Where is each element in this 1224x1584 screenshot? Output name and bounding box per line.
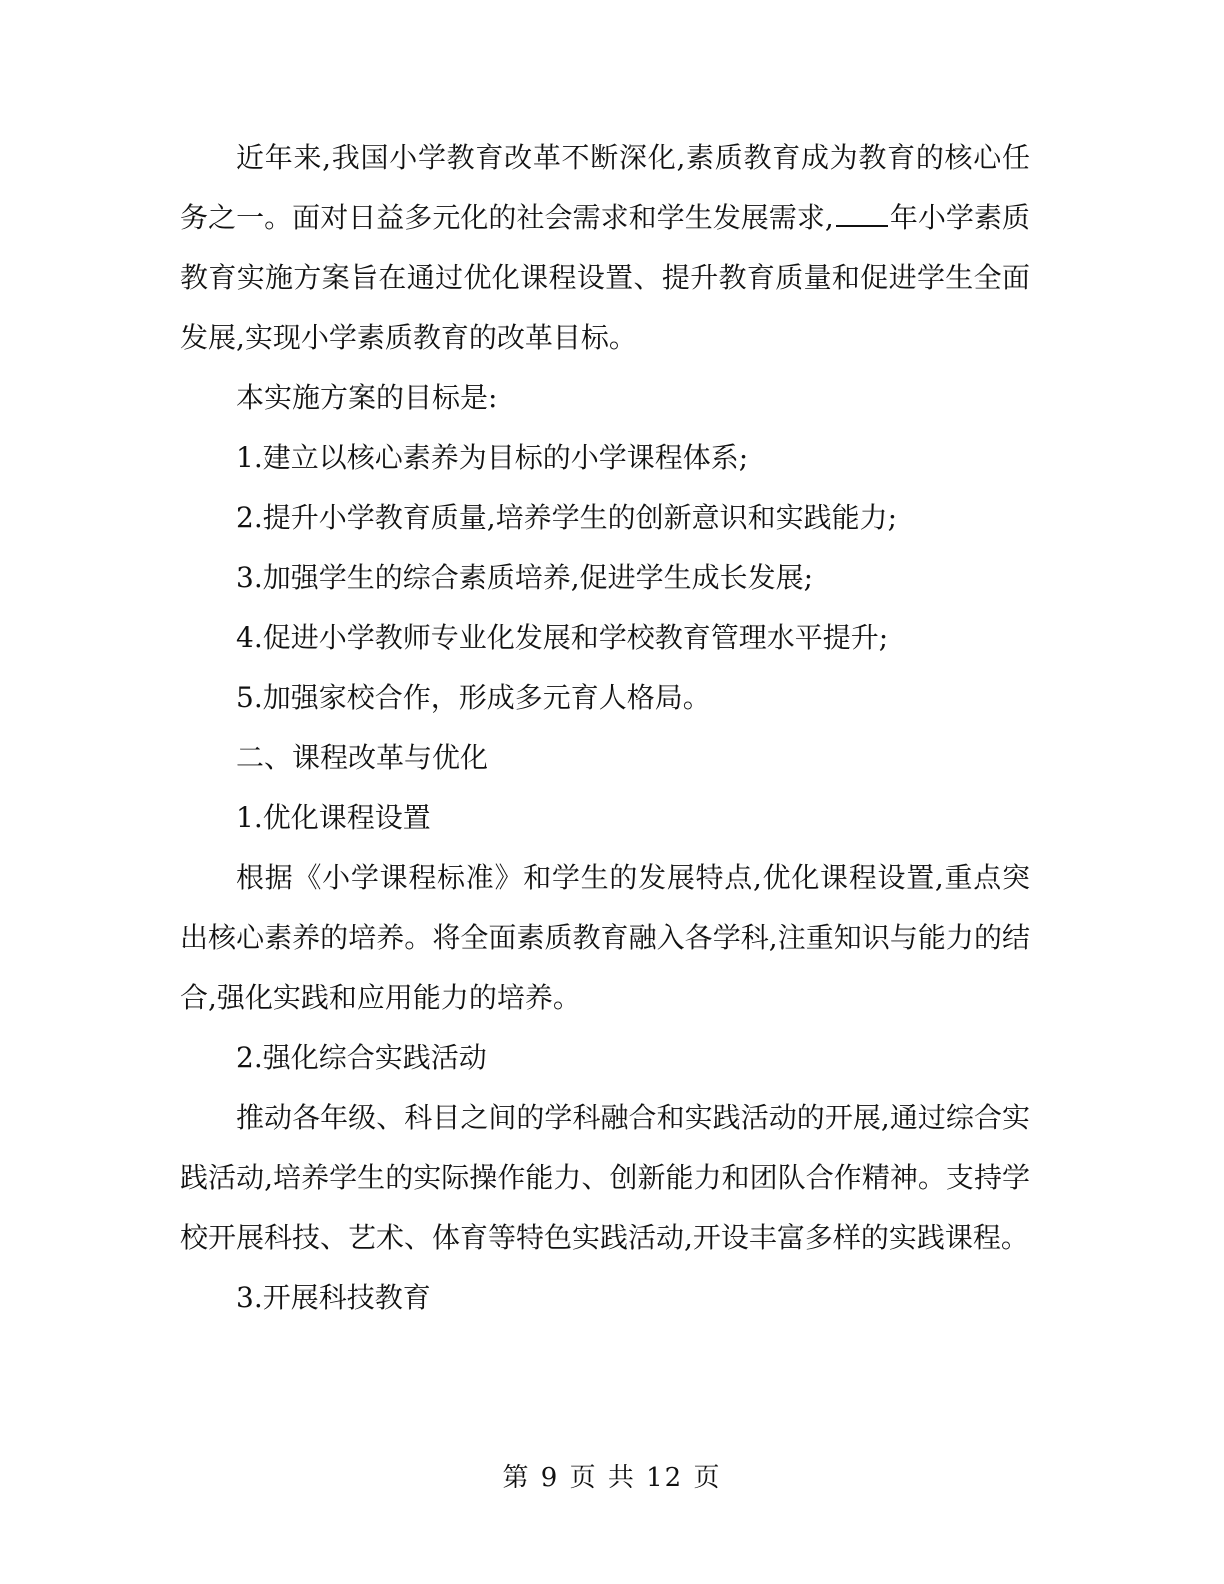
item2-heading: 2.强化综合实践活动 bbox=[236, 1041, 487, 1074]
intro-paragraph bbox=[180, 128, 1030, 368]
goal-item-3: 3.加强学生的综合素质培养,促进学生成长发展; bbox=[236, 561, 814, 594]
goal-item-5: 5.加强家校合作，形成多元育人格局。 bbox=[236, 681, 711, 714]
item1-body: 根据《小学课程标准》和学生的发展特点,优化课程设置,重点突出核心素养的培养。将全面素质教育融入各学科,注重知识与能力的结合,强化实践和应用能力的培养。 bbox=[180, 861, 1030, 1014]
document-body bbox=[180, 128, 1030, 1328]
goals-heading: 本实施方案的目标是: bbox=[236, 381, 498, 414]
goal-item-2: 2.提升小学教育质量,培养学生的创新意识和实践能力; bbox=[236, 501, 898, 534]
item2-body: 推动各年级、科目之间的学科融合和实践活动的开展,通过综合实践活动,培养学生的实际操作能力、创新能力和团队合作精神。支持学校开展科技、艺术、体育等特色实践活动,开设丰富多样的实践课程。 bbox=[180, 1101, 1030, 1254]
intro-text-before-blank: 近年来,我国小学教育改革不断深化,素质教育成为教育的核心任务之一。面对日益多元化的社会需求和学生发展需求, bbox=[180, 141, 1030, 234]
item1-heading: 1.优化课程设置 bbox=[236, 801, 431, 834]
year-blank bbox=[836, 201, 888, 227]
intro-text-after-blank: 年小学素质教育实施方案旨在通过优化课程设置、提升教育质量和促进学生全面发展,实现小学素质教育的改革目标。 bbox=[180, 201, 1030, 354]
section-two-heading: 二、课程改革与优化 bbox=[236, 741, 489, 774]
page-number-footer: 第 9 页 共 12 页 bbox=[502, 1463, 722, 1493]
item3-heading: 3.开展科技教育 bbox=[236, 1281, 431, 1314]
goal-item-4: 4.促进小学教师专业化发展和学校教育管理水平提升; bbox=[236, 621, 889, 654]
goal-item-1: 1.建立以核心素养为目标的小学课程体系; bbox=[236, 441, 749, 474]
